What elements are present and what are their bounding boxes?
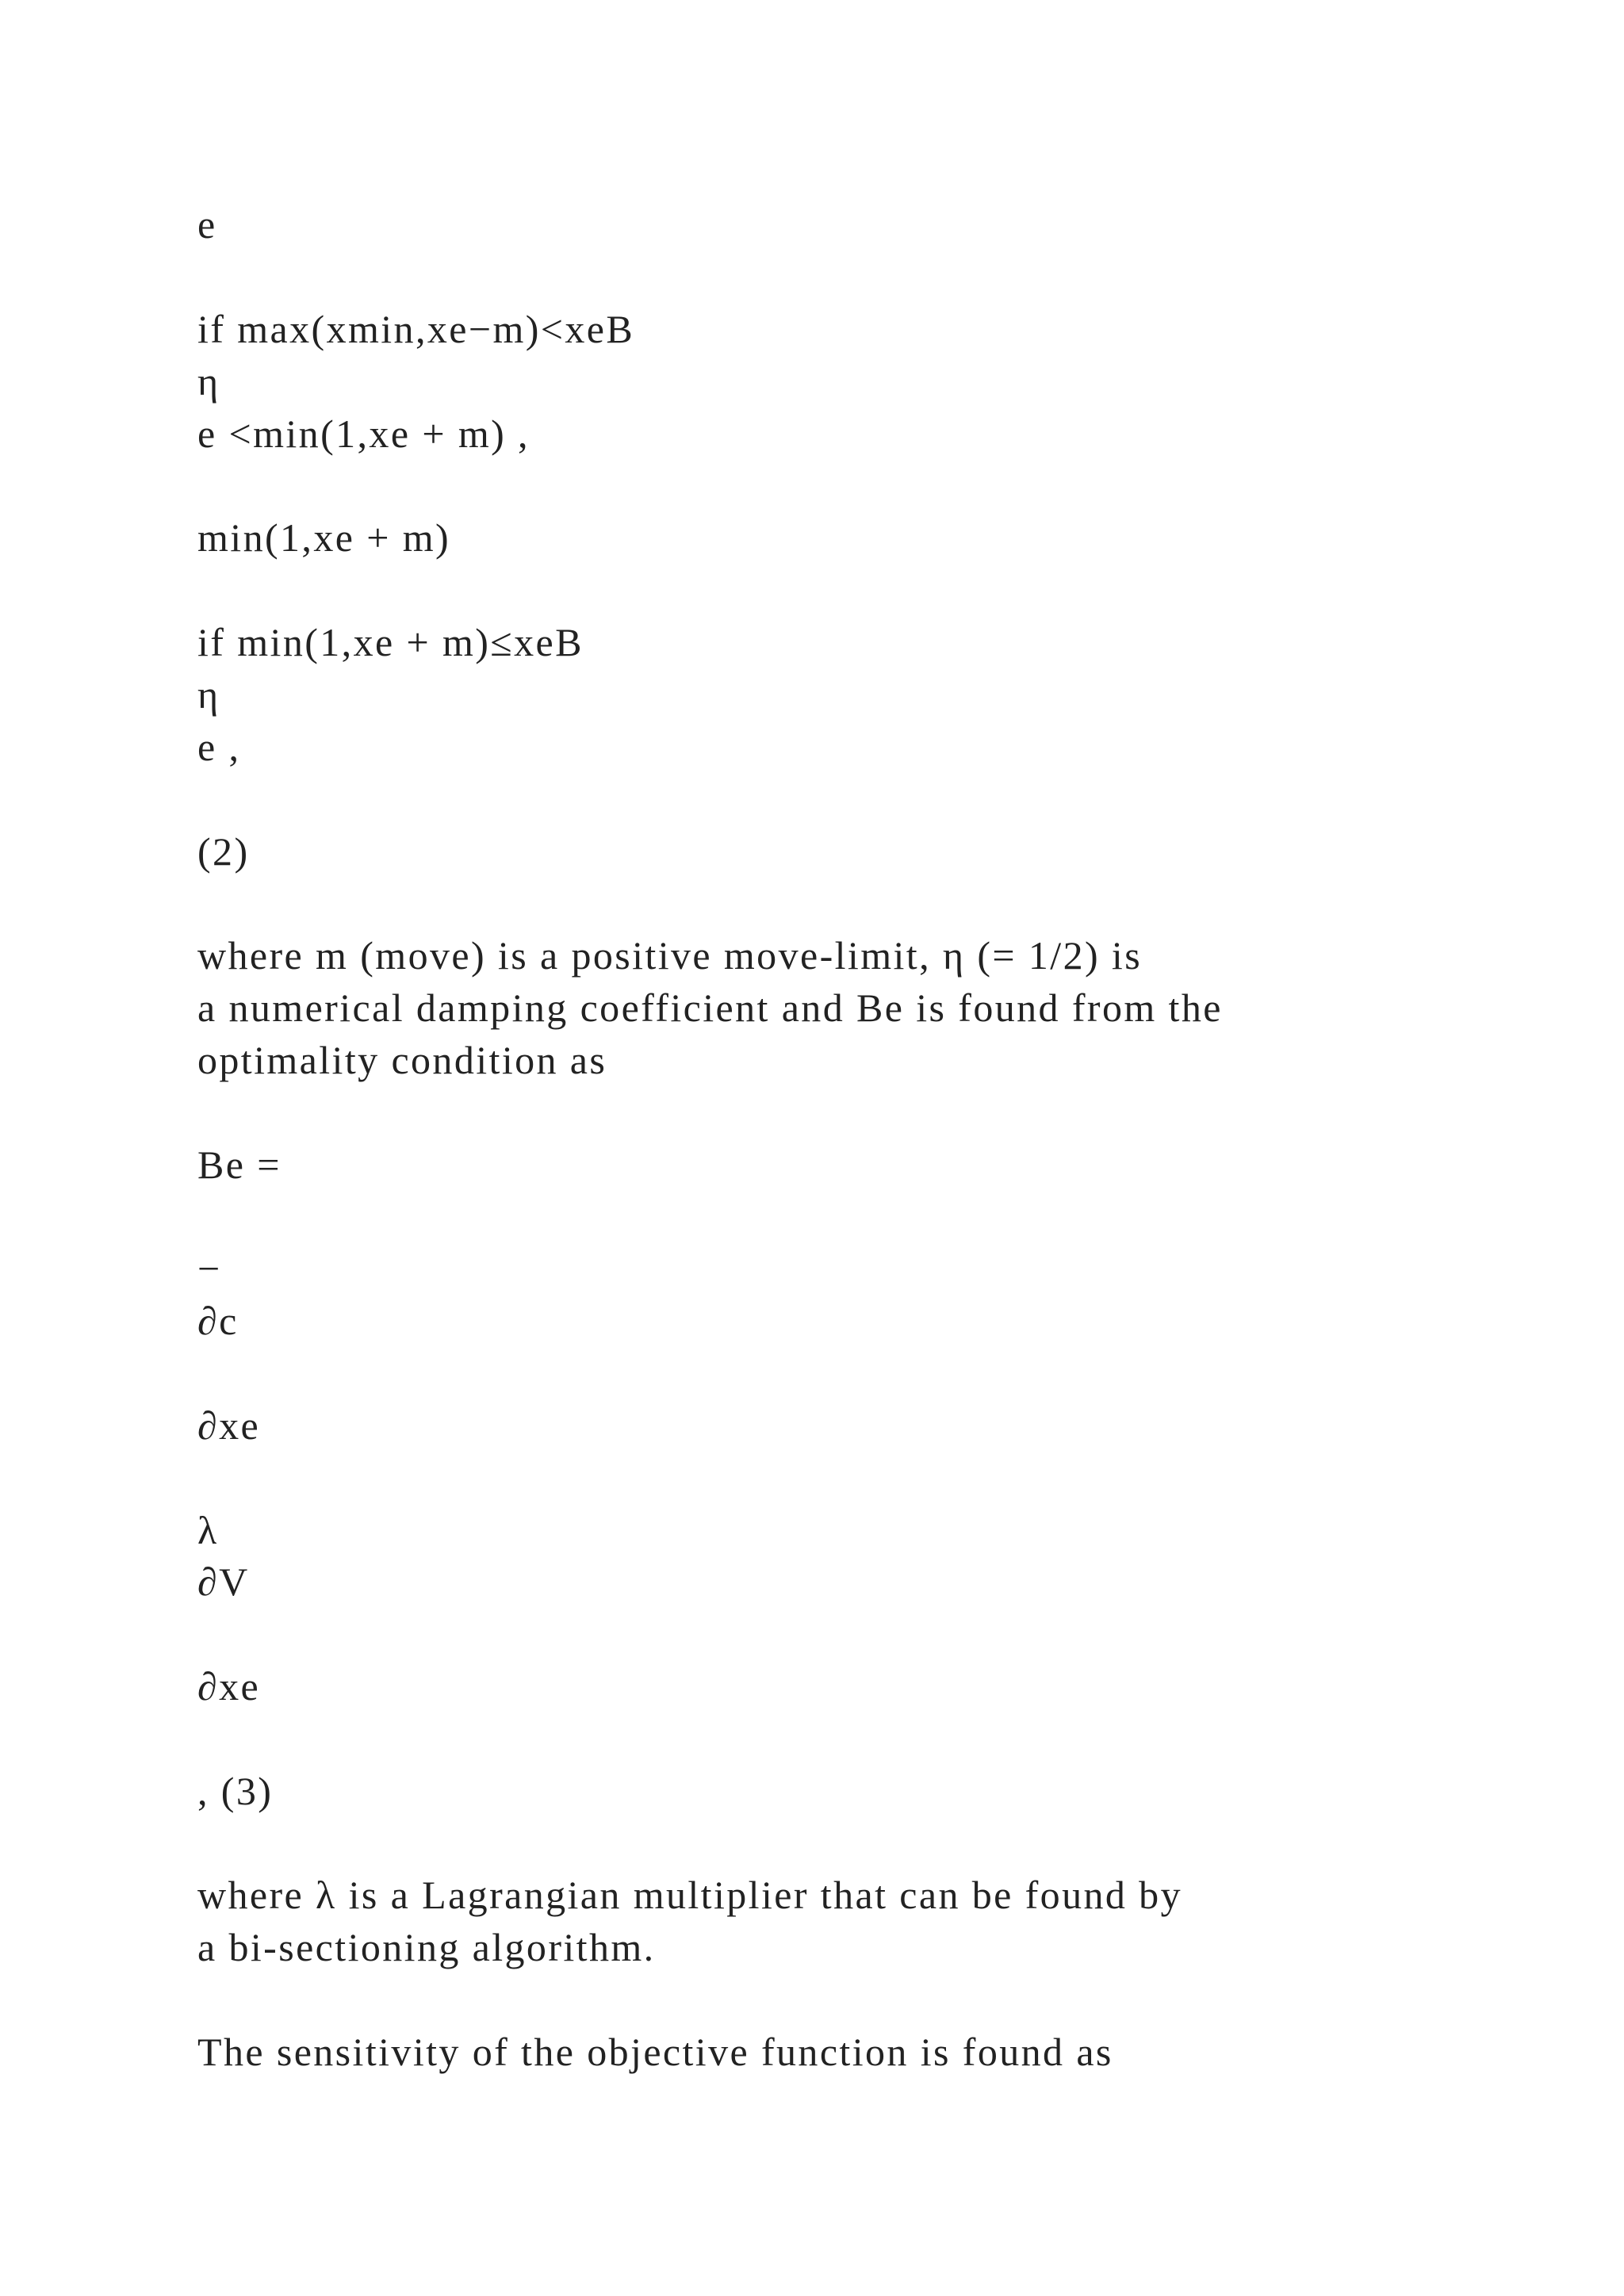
text-line: e , — [197, 725, 241, 769]
text-line: if max(xmin,xe−m)<xeB — [197, 307, 635, 351]
text-line: optimality condition as — [197, 1038, 607, 1082]
text-line: e <min(1,xe + m) , — [197, 411, 530, 456]
text-line: ∂c — [197, 1299, 239, 1343]
text-line: η — [197, 672, 220, 717]
text-line: ∂xe — [197, 1664, 261, 1709]
text-line: η — [197, 359, 220, 404]
text-line: a numerical damping coefficient and Be is found from the — [197, 985, 1223, 1030]
text-line: (2) — [197, 829, 250, 874]
text-line: ∂V — [197, 1559, 250, 1604]
text-line: where λ is a Lagrangian multiplier that can be found by — [197, 1873, 1182, 1917]
text-line: Be = — [197, 1142, 282, 1187]
text-line: − — [197, 1246, 222, 1291]
text-line: e — [197, 202, 217, 247]
text-line: a bi-sectioning algorithm. — [197, 1925, 656, 1969]
text-line: , (3) — [197, 1769, 274, 1813]
text-line: ∂xe — [197, 1403, 261, 1448]
text-line: λ — [197, 1508, 219, 1552]
text-line: where m (move) is a positive move-limit, η (= 1/2) is — [197, 933, 1143, 978]
text-line: min(1,xe + m) — [197, 515, 451, 560]
text-line: if min(1,xe + m)≤xeB — [197, 620, 584, 664]
text-line: The sensitivity of the objective function is found as — [197, 2030, 1113, 2074]
